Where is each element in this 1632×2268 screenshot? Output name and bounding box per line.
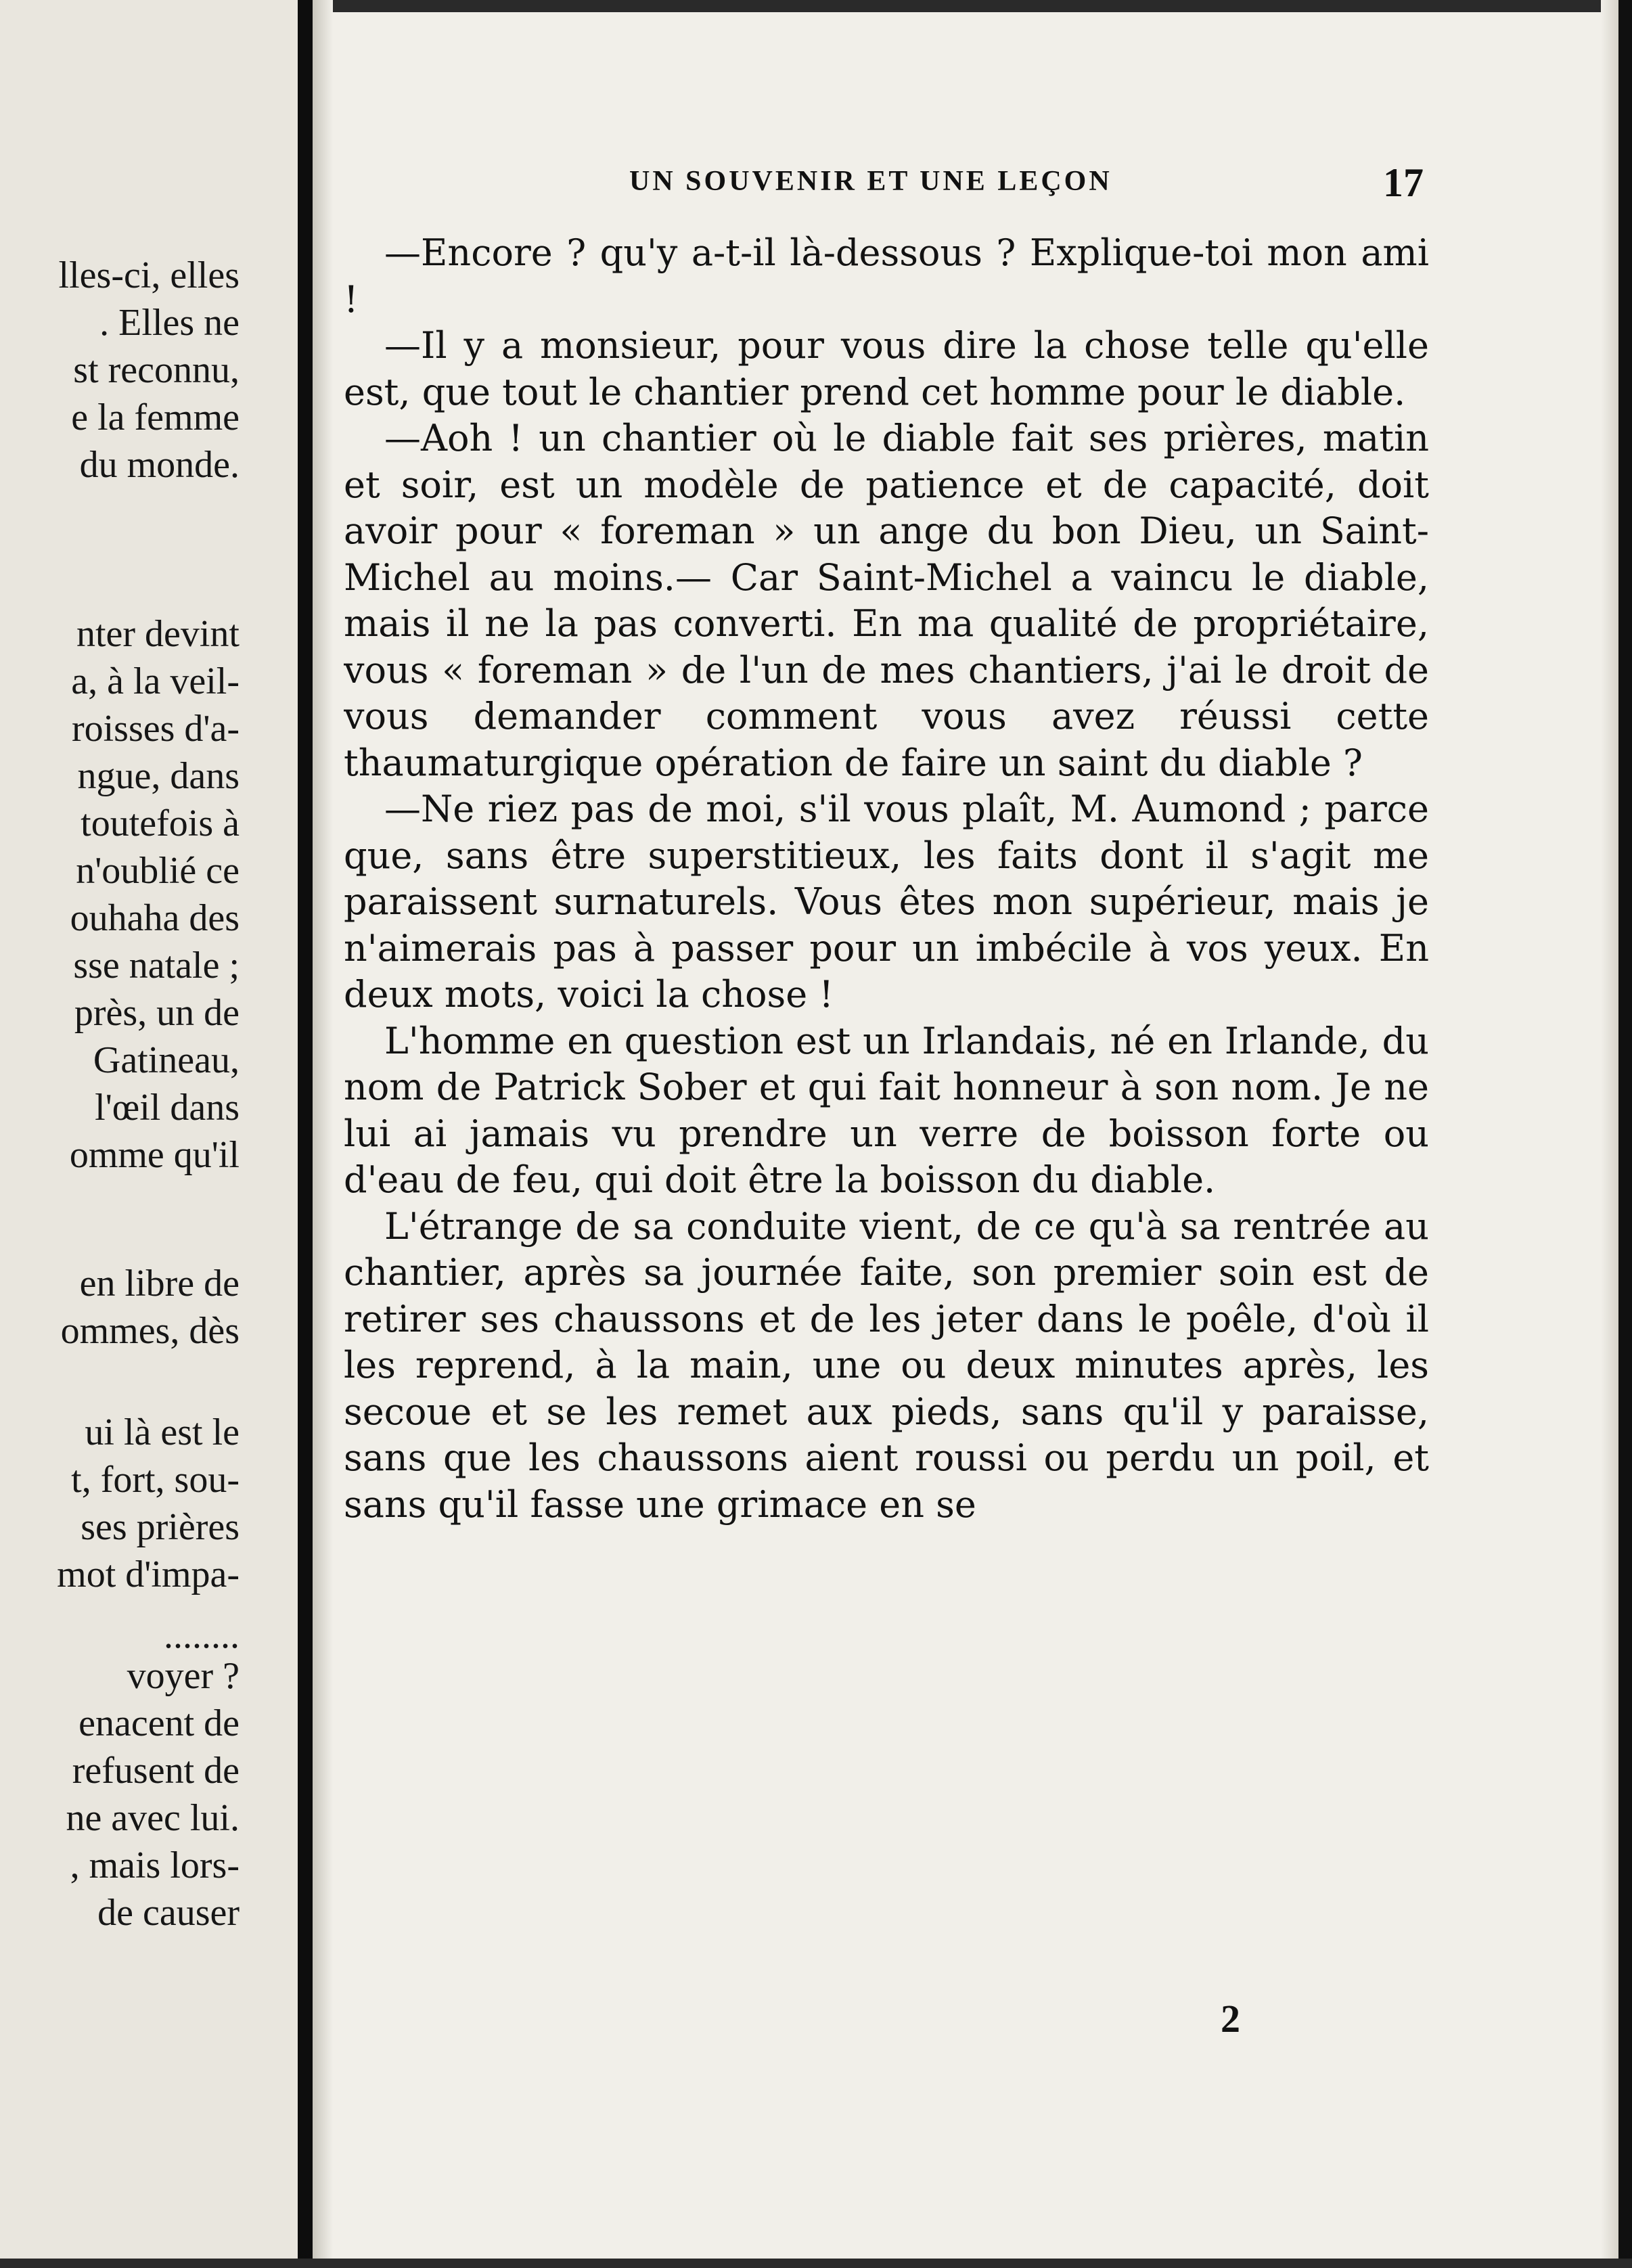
facing-page-line: , mais lors- bbox=[70, 1844, 240, 1886]
facing-page-line: ommes, dès bbox=[60, 1310, 240, 1352]
facing-page-line: ui là est le bbox=[85, 1411, 240, 1453]
book-gutter bbox=[298, 0, 313, 2268]
facing-page-line: ouhaha des bbox=[70, 897, 240, 939]
paragraph: —Ne riez pas de moi, s'il vous plaît, M. Aumond ; parce que, sans être superstitieux, les faits dont il s'agit me paraissent surnaturels. Vous êtes mon supérieur, mais je n'aimerais pas à passer pour un imbécile à vos yeux. En deux mots, voici la chose ! bbox=[344, 788, 1429, 1016]
paragraph: —Aoh ! un chantier où le diable fait ses prières, matin et soir, est un modèle de patience et de capacité, doit avoir pour « foreman » un ange du bon Dieu, un Saint-Michel au moins.— Car Saint-Michel a vaincu le diable, mais il ne la pas converti. En ma qualité de propriétaire, vous « foreman » de l'un de mes chantiers, j'ai le droit de vous demander comment vous avez réussi cette thaumaturgique opération de faire un saint du diable ? bbox=[344, 417, 1429, 784]
facing-page-fragment bbox=[0, 0, 298, 2268]
facing-page-line: mot d'impa- bbox=[57, 1553, 240, 1595]
facing-page-line: t, fort, sou- bbox=[71, 1459, 240, 1501]
facing-page-line: e la femme bbox=[71, 396, 240, 438]
facing-page-line: n'oublié ce bbox=[76, 850, 240, 892]
facing-page-line: enacent de bbox=[78, 1702, 240, 1744]
page-number: 17 bbox=[1383, 160, 1424, 205]
paragraph: L'homme en question est un Irlandais, né en Irlande, du nom de Patrick Sober et qui fait honneur à son nom. Je ne lui ai jamais vu prendre un verre de boisson forte ou d'eau de feu, qui doit être la boisson du diable. bbox=[344, 1019, 1429, 1201]
facing-page-line: . Elles ne bbox=[99, 302, 240, 344]
running-header-title: UN SOUVENIR ET UNE LEÇON bbox=[629, 166, 1112, 197]
facing-page-line: près, un de bbox=[74, 992, 240, 1034]
paragraph: —Il y a monsieur, pour vous dire la chose telle qu'elle est, que tout le chantier prend cet homme pour le diable. bbox=[344, 324, 1429, 413]
facing-page-line: l'œil dans bbox=[95, 1087, 240, 1129]
facing-page-line: de causer bbox=[97, 1892, 240, 1934]
scan-right-edge bbox=[1618, 0, 1632, 2268]
facing-page-line: a, à la veil- bbox=[71, 660, 240, 702]
facing-page-line: ........ bbox=[164, 1614, 240, 1656]
facing-page-line: toutefois à bbox=[81, 802, 240, 844]
facing-page-line: du monde. bbox=[79, 444, 240, 486]
facing-page-line: roisses d'a- bbox=[71, 708, 240, 750]
facing-page-line: st reconnu, bbox=[73, 349, 240, 391]
facing-page-line: lles-ci, elles bbox=[58, 254, 240, 296]
facing-page-line: nter devint bbox=[76, 613, 240, 655]
gutter-shadow bbox=[313, 0, 333, 2268]
facing-page-line: ne avec lui. bbox=[66, 1797, 240, 1839]
page-text-block bbox=[344, 230, 1429, 1989]
paragraph: L'étrange de sa conduite vient, de ce qu'à sa rentrée au chantier, après sa journée faite, son premier soin est de retirer ses chaussons et de les jeter dans le poêle, d'où il les reprend, à la main, une ou deux minutes après, les secoue et se les remet aux pieds, sans qu'il y paraisse, sans que les chaussons aient roussi ou perdu un poil, et sans qu'il fasse une grimace en se bbox=[344, 1204, 1429, 1526]
facing-page-line: omme qu'il bbox=[69, 1134, 240, 1176]
facing-page-line: Gatineau, bbox=[93, 1039, 240, 1081]
facing-page-line: en libre de bbox=[79, 1263, 240, 1305]
right-edge-shadow bbox=[1601, 0, 1618, 2268]
scan-bottom-edge bbox=[0, 2259, 1632, 2268]
facing-page-line: sse natale ; bbox=[73, 945, 240, 986]
facing-page-line: voyer ? bbox=[127, 1655, 240, 1697]
paragraph: —Encore ? qu'y a-t-il là-dessous ? Explique-toi mon ami ! bbox=[344, 231, 1429, 321]
facing-page-line: ngue, dans bbox=[77, 755, 240, 797]
signature-mark: 2 bbox=[1221, 1997, 1240, 2041]
facing-page-line: ses prières bbox=[81, 1506, 240, 1548]
facing-page-line: refusent de bbox=[72, 1750, 240, 1792]
